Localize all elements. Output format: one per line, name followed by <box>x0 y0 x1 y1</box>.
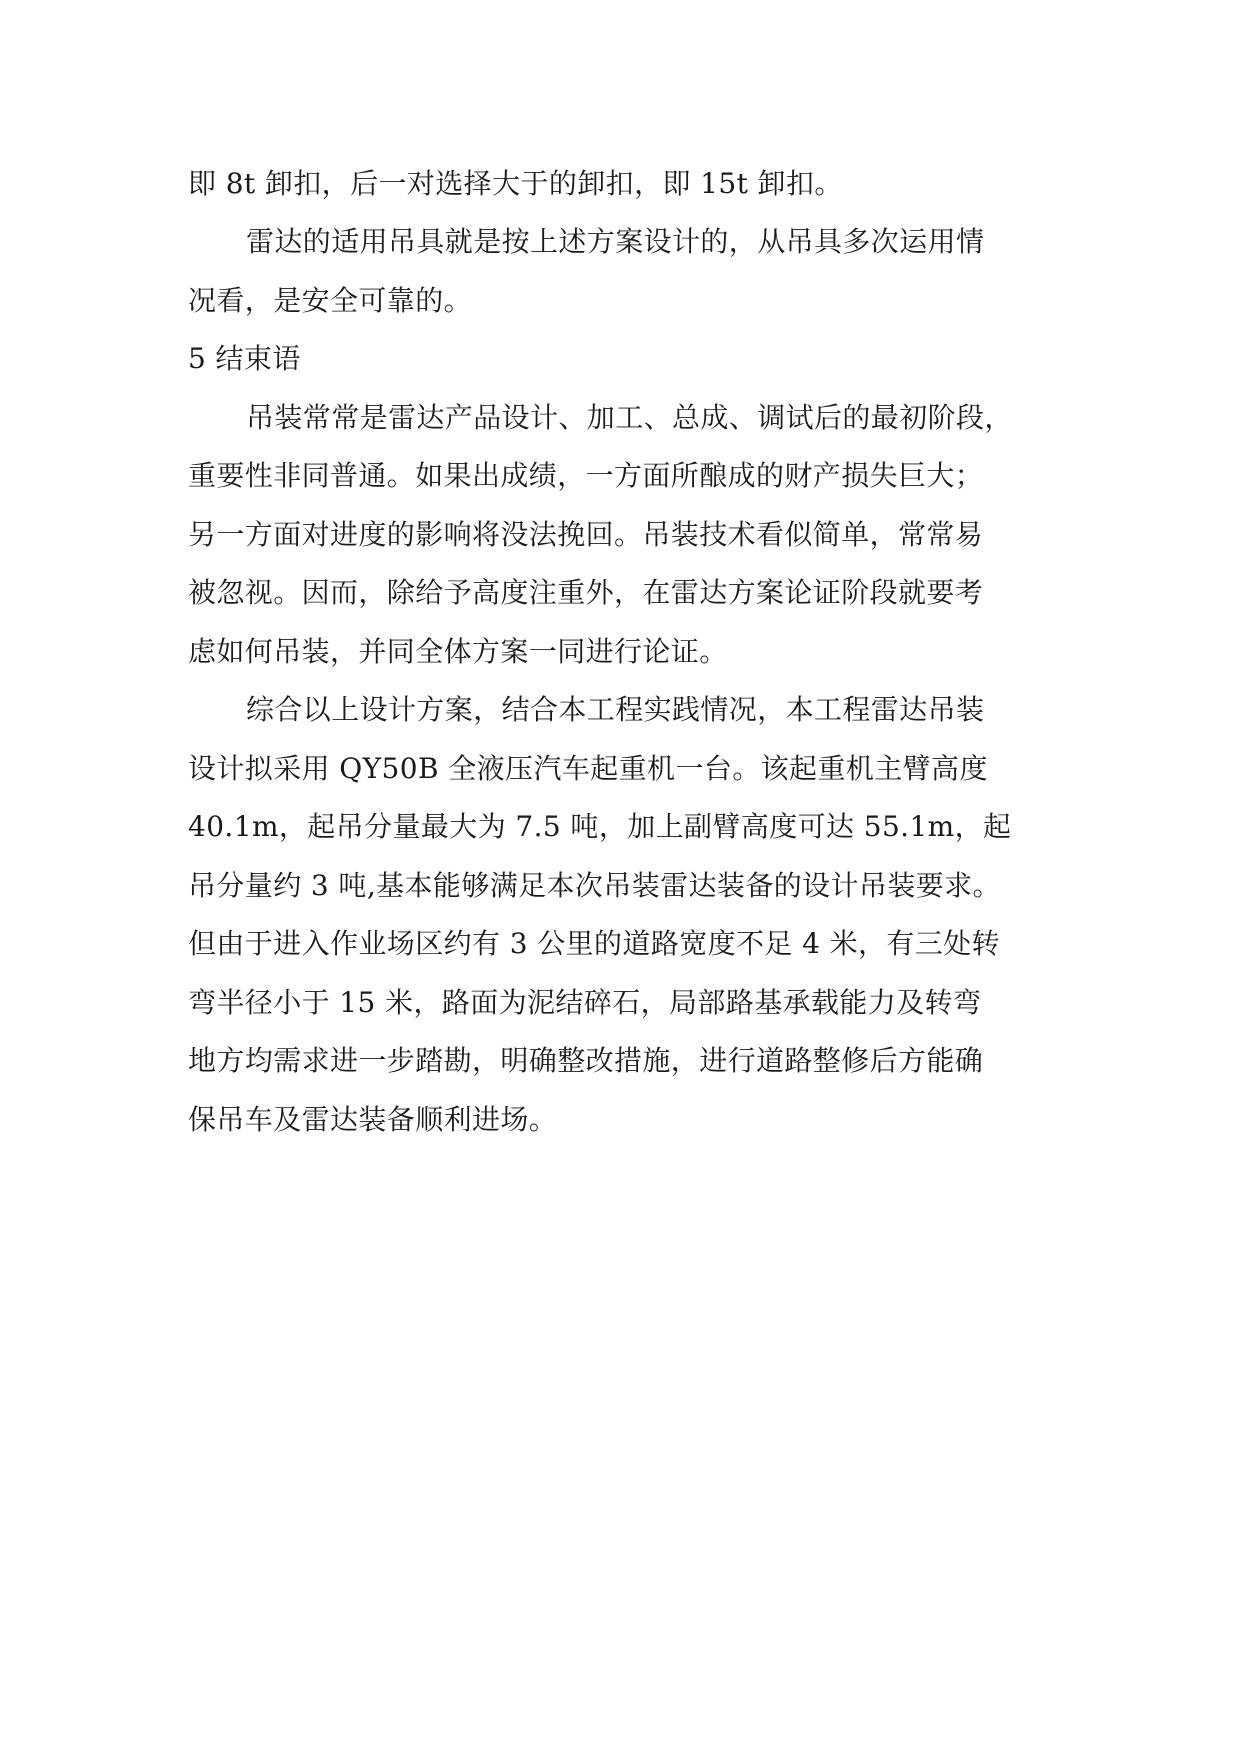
paragraph-line: 综合以上设计方案，结合本工程实践情况，本工程雷达吊装 <box>246 693 985 726</box>
paragraph-line: 地方均需求进一步踏勘，明确整改措施，进行道路整修后方能确 <box>188 1044 984 1077</box>
paragraph-line: 但由于进入作业场区约有 3 公里的道路宽度不足 4 米，有三处转 <box>188 927 1001 960</box>
paragraph-line: 保吊车及雷达装备顺利进场。 <box>188 1103 558 1136</box>
paragraph-line: 况看，是安全可靠的。 <box>188 284 473 317</box>
paragraph-line: 虑如何吊装，并同全体方案一同进行论证。 <box>188 635 728 668</box>
paragraph-line: 40.1m，起吊分量最大为 7.5 吨，加上副臂高度可达 55.1m，起 <box>188 810 1012 843</box>
paragraph-line: 被忽视。因而，除给予高度注重外，在雷达方案论证阶段就要考 <box>188 576 984 609</box>
paragraph-line: 弯半径小于 15 米，路面为泥结碎石，局部路基承载能力及转弯 <box>188 986 982 1019</box>
paragraph-line: 重要性非同普通。如果出成绩，一方面所酿成的财产损失巨大； <box>188 459 984 492</box>
paragraph-line: 雷达的适用吊具就是按上述方案设计的，从吊具多次运用情 <box>246 225 985 258</box>
paragraph-line: 吊装常常是雷达产品设计、加工、总成、调试后的最初阶段， <box>246 401 1013 434</box>
paragraph-line: 即 8t 卸扣，后一对选择大于的卸扣，即 15t 卸扣。 <box>188 167 843 200</box>
paragraph-line: 设计拟采用 QY50B 全液压汽车起重机一台。该起重机主臂高度 <box>188 752 988 785</box>
paragraph-line: 吊分量约 3 吨,基本能够满足本次吊装雷达装备的设计吊装要求。 <box>188 869 1001 902</box>
paragraph-line: 另一方面对进度的影响将没法挽回。吊装技术看似简单，常常易 <box>188 518 984 551</box>
section-heading: 5 结束语 <box>188 342 301 375</box>
